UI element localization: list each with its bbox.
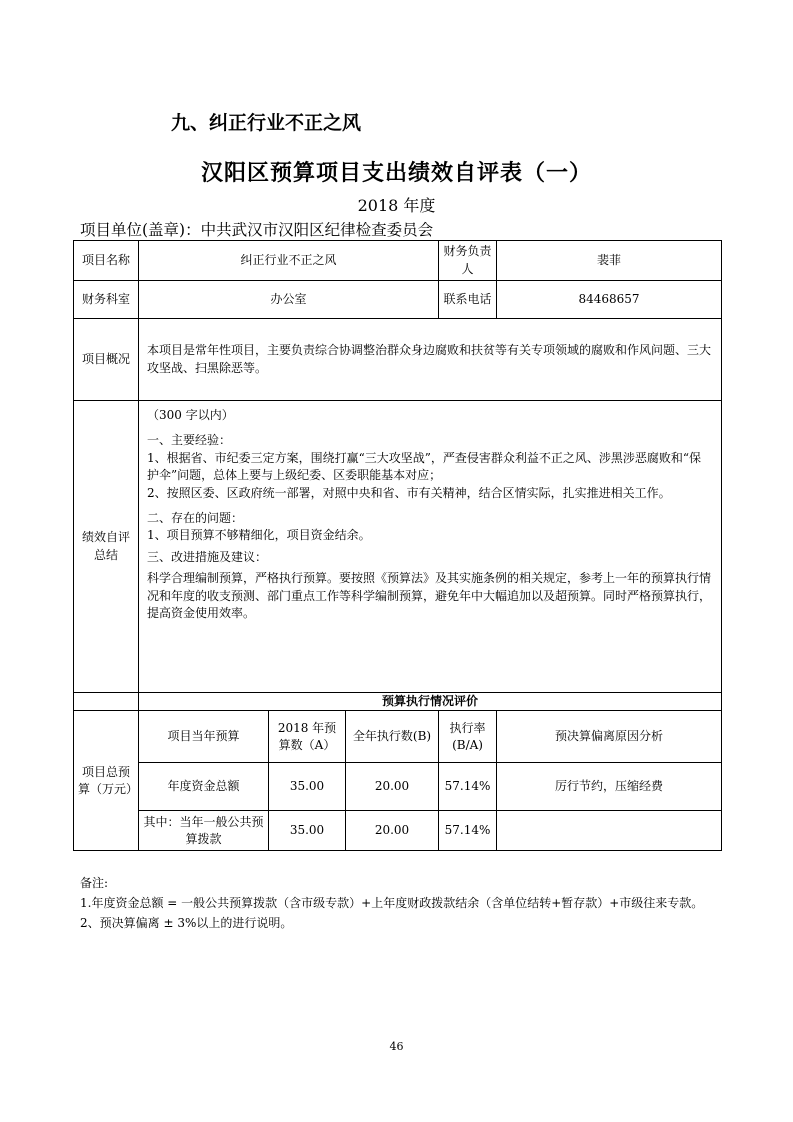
phone-value: 84468657 <box>497 281 722 319</box>
project-name-label: 项目名称 <box>74 241 139 281</box>
project-name-value: 纠正行业不正之风 <box>139 241 439 281</box>
execution-header: 预算执行情况评价 <box>139 693 722 711</box>
phone-label: 联系电话 <box>439 281 497 319</box>
row-item: 其中：当年一般公共预算拨款 <box>139 811 269 851</box>
summary-word-limit: （300 字以内） <box>147 408 234 422</box>
document-title: 汉阳区预算项目支出绩效自评表（一） <box>200 160 592 186</box>
execution-header-spacer <box>74 693 139 711</box>
document-year: 2018 年度 <box>357 196 436 215</box>
budget-label: 项目总预算（万元） <box>74 711 139 851</box>
problems-heading: 二、存在的问题： <box>147 510 244 525</box>
summary-cell <box>139 401 722 693</box>
col-header-executed: 全年执行数(B) <box>346 711 439 763</box>
overview-text: 本项目是常年性项目，主要负责综合协调整治群众身边腐败和扶贫等有关专项领域的腐败和作风问题、三大攻坚战、扫黑除恶等。 <box>139 319 722 401</box>
row-executed: 20.00 <box>346 811 439 851</box>
col-header-rate: 执行率(B/A) <box>439 711 497 763</box>
notes-line-2: 2、预决算偏离 ± 3%以上的进行说明。 <box>80 915 293 930</box>
row-item: 年度资金总额 <box>139 763 269 811</box>
row-rate: 57.14% <box>439 811 497 851</box>
row-reason <box>497 811 722 851</box>
measures-text: 科学合理编制预算，严格执行预算。要按照《预算法》及其实施条例的相关规定，参考上一年的预算执行情况和年度的收支预测、部门重点工作等科学编制预算，避免年中大幅追加以及超预算。同时严格预算执行，提高资金使用效率。 <box>147 571 712 620</box>
row-reason: 厉行节约，压缩经费 <box>497 763 722 811</box>
notes <box>80 874 720 933</box>
finance-dept-value: 办公室 <box>139 281 439 319</box>
row-budget: 35.00 <box>269 811 346 851</box>
experience-item-2: 2、按照区委、区政府统一部署，对照中央和省、市有关精神，结合区情实际，扎实推进相关工作。 <box>147 485 671 500</box>
table-row <box>74 763 722 811</box>
page-number: 46 <box>389 1040 404 1053</box>
finance-dept-label: 财务科室 <box>74 281 139 319</box>
col-header-reason: 预决算偏离原因分析 <box>497 711 722 763</box>
table-row <box>74 811 722 851</box>
problems-item-1: 1、项目预算不够精细化，项目资金结余。 <box>147 528 371 543</box>
section-heading: 九、纠正行业不正之风 <box>171 112 362 134</box>
experience-item-1: 1、根据省、市纪委三定方案，围绕打赢“三大攻坚战”，严查侵害群众利益不正之风、涉黑涉恶腐败和“保护伞”问题，总体上要与上级纪委、区委职能基本对应； <box>147 450 702 483</box>
notes-title: 备注: <box>80 876 109 890</box>
overview-label: 项目概况 <box>74 319 139 401</box>
summary-label: 绩效自评总结 <box>74 401 139 693</box>
self-evaluation-table <box>73 240 722 851</box>
project-unit-line: 项目单位(盖章)：中共武汉市汉阳区纪律检查委员会 <box>80 221 434 239</box>
row-budget: 35.00 <box>269 763 346 811</box>
row-rate: 57.14% <box>439 763 497 811</box>
col-header-budget-2018: 2018 年预算数（A） <box>269 711 346 763</box>
col-header-item: 项目当年预算 <box>139 711 269 763</box>
finance-lead-value: 裴菲 <box>497 241 722 281</box>
finance-lead-label: 财务负责人 <box>439 241 497 281</box>
measures-heading: 三、改进措施及建议： <box>147 549 268 564</box>
experience-heading: 一、主要经验： <box>147 433 232 448</box>
notes-line-1: 1.年度资金总额 = 一般公共预算拨款（含市级专款）+上年度财政拨款结余（含单位结转+暂存款）+市级往来专款。 <box>80 895 704 910</box>
row-executed: 20.00 <box>346 763 439 811</box>
